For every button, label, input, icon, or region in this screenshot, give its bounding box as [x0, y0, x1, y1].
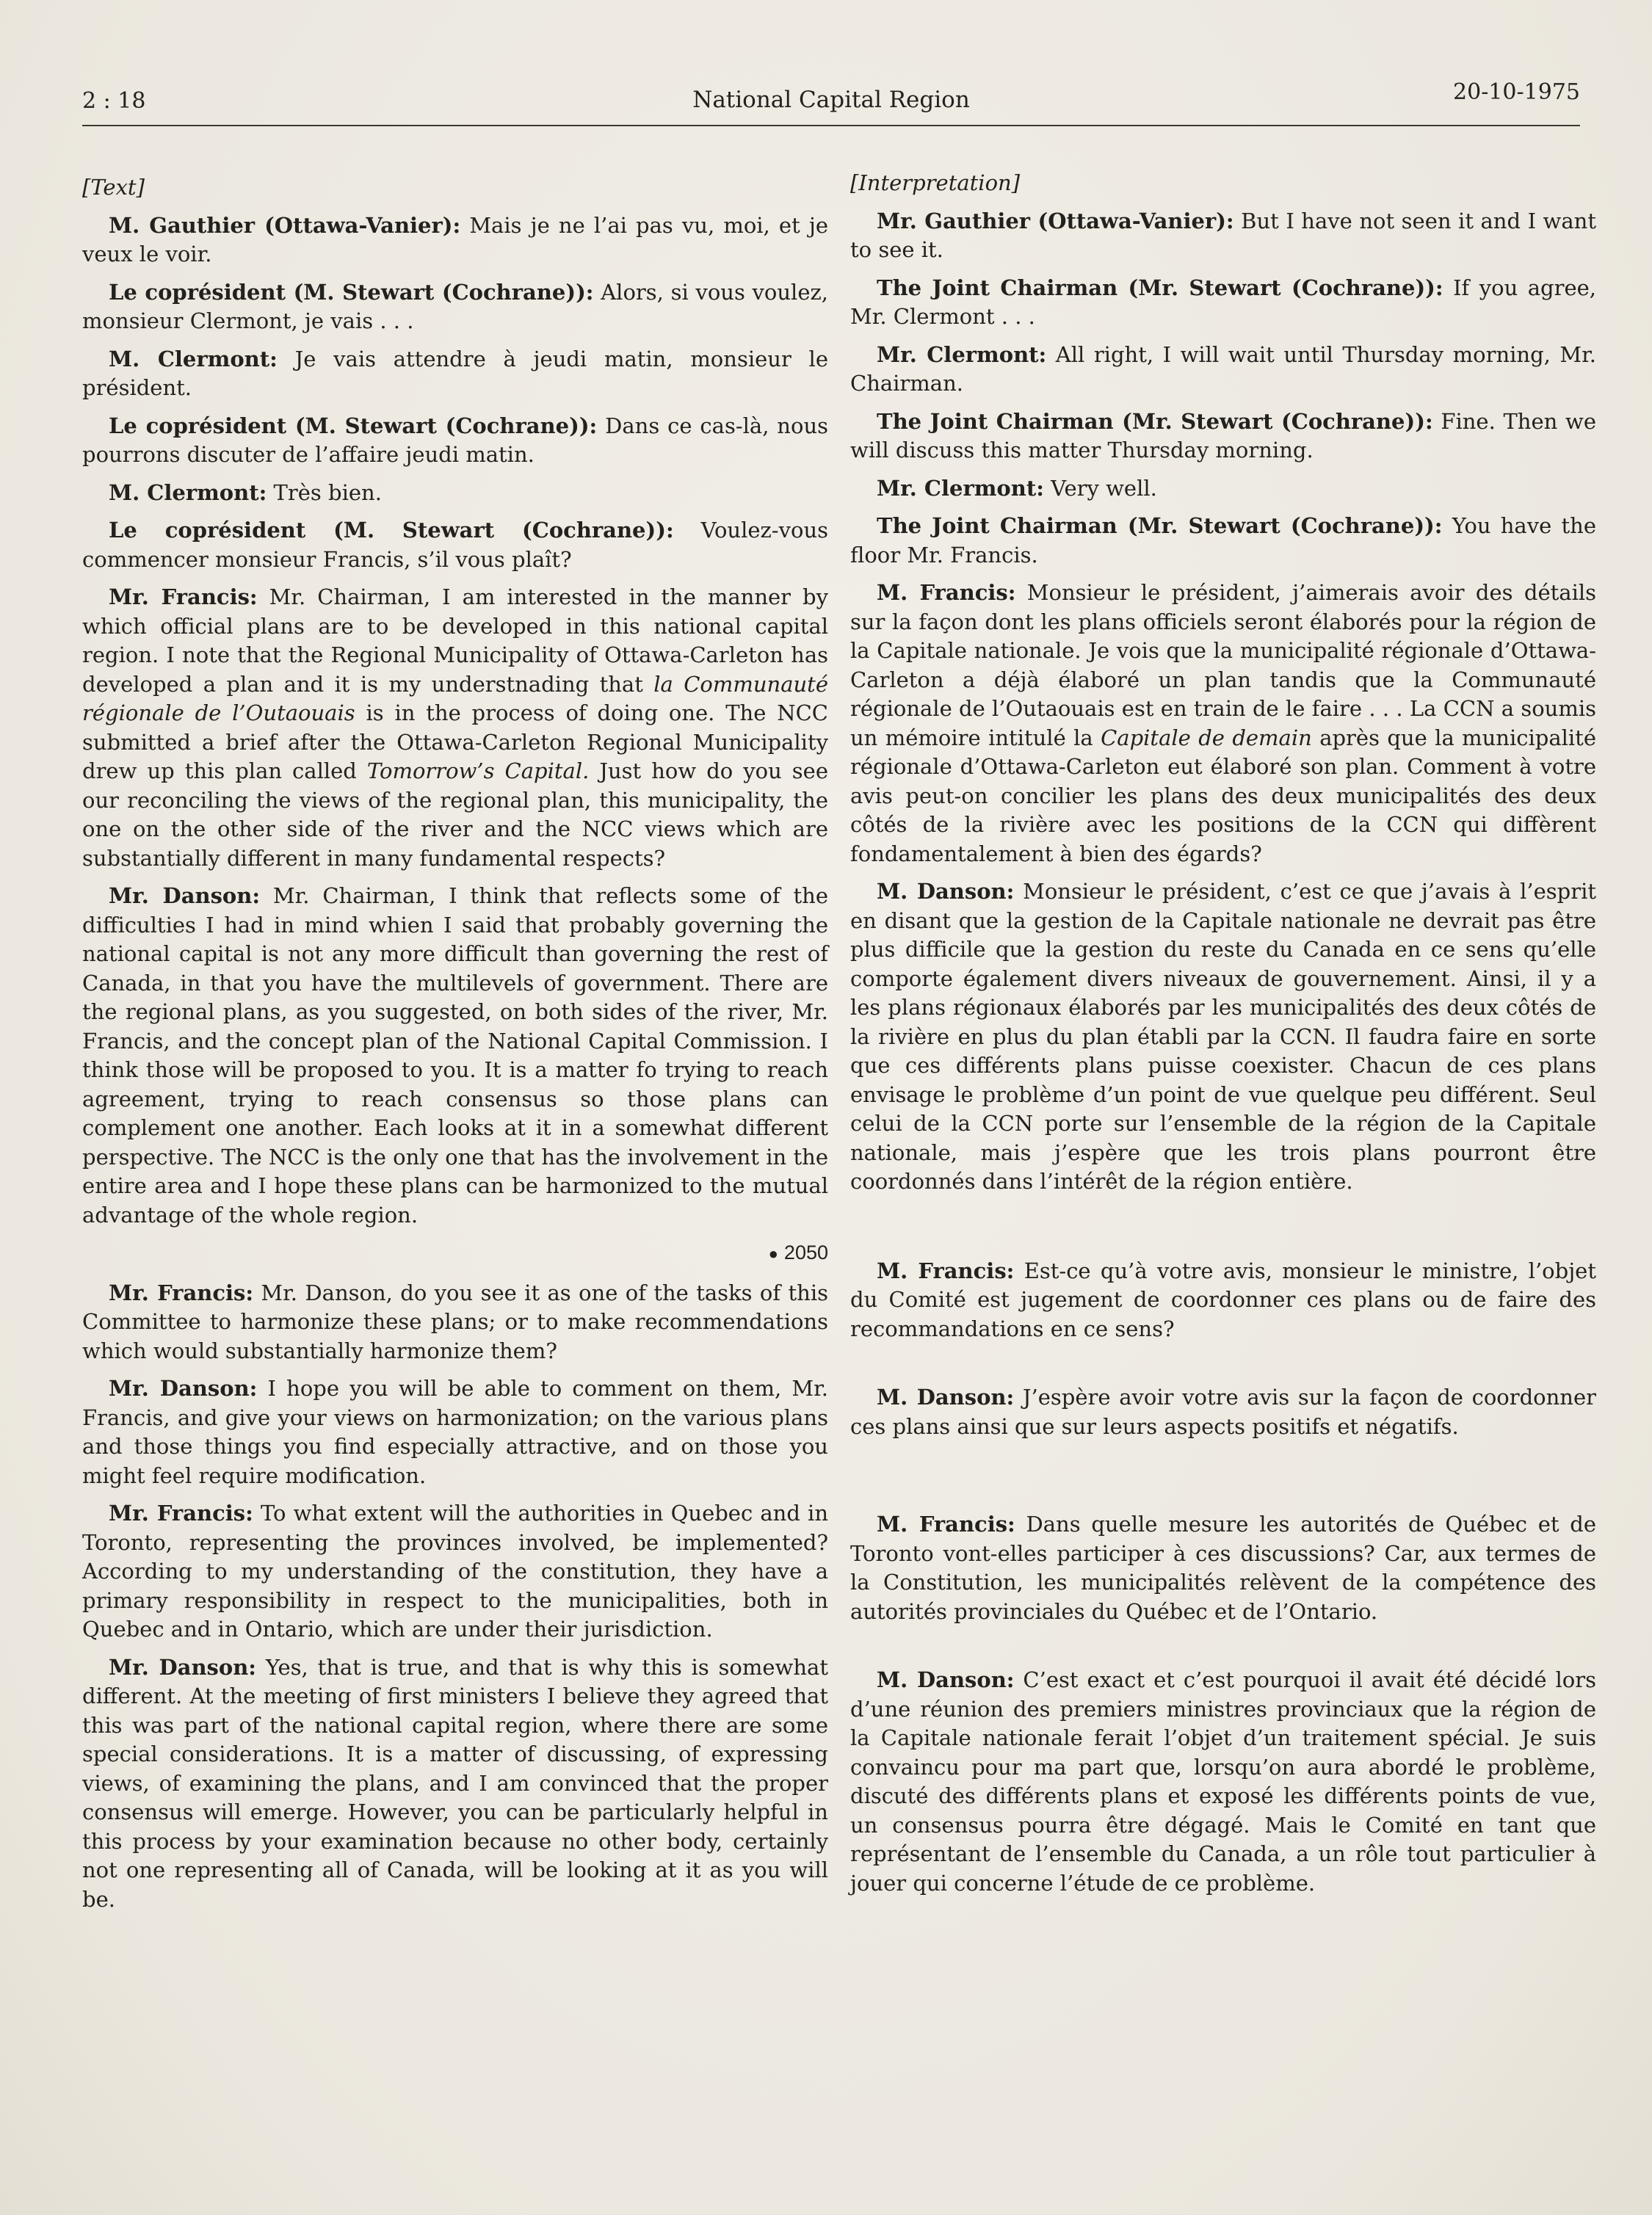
italic-title: Capitale de demain [1101, 725, 1312, 750]
speech-text: Mais je ne l’ai pas vu, moi, et je veux le voir. [82, 212, 829, 267]
speech-paragraph [850, 512, 1596, 570]
speaker-name: Mr. Danson: [109, 1376, 258, 1401]
speech-paragraph [82, 345, 828, 403]
speech-paragraph [82, 882, 828, 1230]
speaker-name: Mr. Danson: [109, 883, 261, 908]
column-spacer [850, 1206, 1596, 1257]
speaker-name: Le coprésident (M. Stewart (Cochrane)): [109, 279, 594, 305]
bullet-dot-icon: ● [768, 1244, 778, 1263]
speech-paragraph [850, 207, 1596, 265]
speech-text: But I have not seen it and I want to see it. [850, 208, 1596, 262]
speaker-name: The Joint Chairman (Mr. Stewart (Cochrane)): [877, 513, 1443, 538]
speech-text: Very well. [1043, 475, 1157, 501]
speech-paragraph [82, 278, 828, 336]
column-label: [Interpretation] [850, 170, 1021, 195]
speech-paragraph [82, 1499, 828, 1645]
speech-paragraph [850, 1510, 1596, 1626]
speech-paragraph [82, 479, 828, 508]
speech-paragraph [850, 407, 1596, 465]
speaker-name: Mr. Gauthier (Ottawa-Vanier): [877, 208, 1234, 233]
right-column-text [850, 169, 1596, 1907]
speaker-name: M. Clermont: [109, 479, 267, 505]
speaker-name: Mr. Clermont: [877, 475, 1044, 501]
time-marker [82, 1239, 828, 1269]
speech-paragraph [850, 474, 1596, 504]
speech-paragraph [850, 1666, 1596, 1898]
page-date: 20-10-1975 [1453, 79, 1580, 105]
speaker-name: Mr. Danson: [109, 1654, 257, 1680]
running-title: National Capital Region [692, 87, 970, 113]
speech-text: après que la municipalité régionale d’Ottawa-Carleton eut élaboré son plan. Comment à votre avis peut-on concilier les plans des deux municipalités des deux côtés de la rivière avec les positions de la CCN qui diffèrent fondamentalement à bien des égards? [850, 725, 1596, 866]
speaker-name: The Joint Chairman (Mr. Stewart (Cochrane)): [877, 408, 1433, 434]
speaker-name: Mr. Francis: [109, 584, 258, 609]
speech-text: Yes, that is true, and that is why this is somewhat different. At the meeting of first ministers I believe they agreed that this was part of the national capital region, where there are some special considerations. It is a matter of discussing, of expressing views, of examining the plans, and I am convinced that the proper consensus will emerge. However, you can be particularly helpful in this process by your examination because no other body, certainly not one representing all of Canada, will be looking at it as you will be. [82, 1654, 828, 1912]
speaker-name: The Joint Chairman (Mr. Stewart (Cochrane)): [877, 275, 1443, 300]
speech-text: Je vais attendre à jeudi matin, monsieur le président. [82, 346, 828, 400]
speaker-name: M. Francis: [877, 1258, 1015, 1283]
speaker-name: Mr. Francis: [109, 1501, 253, 1526]
speech-paragraph [850, 341, 1596, 399]
speech-text: To what extent will the authorities in Quebec and in Toronto, representing the provinces involved, be implemented? According to my understanding of the constitution, they have a primary responsibility in respect to the municipalities, both in Quebec and in Ontario, which are under their jurisdiction. [82, 1501, 828, 1642]
speech-text: Mr. Danson, do you see it as one of the tasks of this Committee to harmonize these plans; or to make recommendations which would substantially harmonize them? [82, 1280, 828, 1363]
speech-text: Voulez-vous commencer monsieur Francis, s’il vous plaît? [82, 518, 828, 572]
speaker-name: M. Francis: [877, 1512, 1015, 1537]
speaker-name: Mr. Francis: [109, 1280, 254, 1305]
column-label: [Text] [82, 175, 145, 200]
speech-paragraph [82, 1374, 828, 1490]
speech-text: Just how do you see our reconciling the views of the regional plan, this municipality, the one on the other side of the river and the NCC views which are substantially different in many fundamental respects? [82, 758, 829, 871]
speech-text: You have the floor Mr. Francis. [850, 513, 1596, 568]
speech-text: Dans ce cas-là, nous pourrons discuter de l’affaire jeudi matin. [82, 413, 828, 467]
speaker-name: Le coprésident (M. Stewart (Cochrane)): [109, 413, 598, 438]
page-header [82, 79, 1580, 126]
speech-paragraph [82, 1279, 828, 1366]
speaker-name: M. Francis: [877, 580, 1016, 605]
speaker-name: M. Gauthier (Ottawa-Vanier): [109, 212, 461, 238]
speech-paragraph [850, 274, 1596, 332]
column-spacer [850, 1450, 1596, 1510]
speech-text: Mr. Chairman, I am interested in the manner by which official plans are to be developed in this national capital region. I note that the Regional Municipality of Ottawa-Carleton has developed a plan and it is my understnading that [82, 584, 828, 697]
speech-paragraph [82, 516, 828, 574]
italic-title: Tomorrow’s Capital. [366, 758, 590, 783]
speech-text: Alors, si vous voulez, monsieur Clermont, je vais . . . [82, 279, 828, 333]
speech-text: Monsieur le président, c’est ce que j’avais à l’esprit en disant que la gestion de la Capitale nationale ne devrait pas être plus difficile que la gestion du reste du Canada en ce sens qu’elle comporte également divers niveaux de gouvernement. Ainsi, il y a les plans régionaux élaborés par les municipalités des deux côtés de la rivière en plus du plan établi par la CCN. Il faudra faire en sorte que ces différents plans puisse coexister. Chacun de ces plans envisage le problème d’un point de vue quelque peu différent. Seul celui de la CCN porte sur l’ensemble de la région de la Capitale nationale, mais j’espère que les trois plans pourront être coordonnés dans l’intérêt de la région entière. [850, 879, 1596, 1194]
speech-paragraph [82, 1653, 828, 1915]
italic-title: la Communauté régionale de l’Outaouais [82, 671, 828, 725]
speech-text: I hope you will be able to comment on them, Mr. Francis, and give your views on harmonization; on the various plans and those things you find especially attractive, and on those you might feel require modification. [82, 1376, 828, 1488]
column-spacer [850, 1635, 1596, 1666]
speech-text: J’espère avoir votre avis sur la façon de coordonner ces plans ainsi que sur leurs aspects positifs et négatifs. [850, 1385, 1597, 1439]
speaker-name: M. Danson: [877, 879, 1015, 904]
speaker-name: M. Danson: [877, 1667, 1015, 1692]
speaker-name: Mr. Clermont: [877, 341, 1047, 367]
speech-text: C’est exact et c’est pourquoi il avait été décidé lors d’une réunion des premiers ministres provinciaux que la région de la Capitale nationale ferait l’objet d’un traitement spécial. Je suis convaincu pour ma part que, lorsqu’on aura abordé le problème, discuté des différents plans et exposé les différents points de vue, un consensus pourra être dégagé. Mais le Comité en tant que représentant de l’ensemble du Canada, a un rôle tout particulier à jouer qui concerne l’étude de ce problème. [850, 1667, 1597, 1896]
speech-text: Est-ce qu’à votre avis, monsieur le ministre, l’objet du Comité est jugement de coordonner ces plans ou de faire des recommandations en ce sens? [850, 1258, 1596, 1341]
speech-paragraph [82, 211, 828, 269]
speech-text: All right, I will wait until Thursday morning, Mr. Chairman. [850, 341, 1596, 396]
speaker-name: Le coprésident (M. Stewart (Cochrane)): [109, 518, 674, 543]
speaker-name: M. Danson: [877, 1385, 1015, 1410]
speech-text: Très bien. [267, 479, 382, 505]
speech-text: is in the process of doing one. The NCC submitted a brief after the Ottawa-Carleton Regional Municipality drew up this plan called [82, 700, 828, 783]
speech-text: Fine. Then we will discuss this matter Thursday morning. [850, 408, 1596, 463]
speech-text: Dans quelle mesure les autorités de Québec et de Toronto vont-elles participer à ces discussions? Car, aux termes de la Constitution, les municipalités relèvent de la compétence des autorités provinciales du Québec et de l’Ontario. [850, 1512, 1597, 1624]
speech-text: Monsieur le président, j’aimerais avoir des détails sur la façon dont les plans officiels seront élaborés pour la région de la Capitale nationale. Je vois que la municipalité régionale d’Ottawa-Carleton a déjà élaboré un plan tandis que la Communauté régionale de l’Outaouais est en train de le faire . . . La CCN a soumis un mémoire intitulé la [850, 580, 1596, 750]
left-column-text [82, 173, 828, 1923]
time-marker-value: 2050 [783, 1241, 828, 1264]
page-folio: 2 : 18 [82, 88, 146, 114]
speech-paragraph [850, 579, 1596, 869]
speech-paragraph [82, 412, 828, 470]
speech-text: Mr. Chairman, I think that reflects some of the difficulties I had in mind whien I said that probably governing the national capital is not any more difficult than governing the rest of Canada, in that you have the multilevels of government. There are the regional plans, as you suggested, on both sides of the river, Mr. Francis, and the concept plan of the National Capital Commission. I think those will be proposed to you. It is a matter fo trying to reach agreement, trying to reach consensus so those plans can complement one another. Each looks at it in a somewhat different perspective. The NCC is the only one that has the involvement in the entire area and I hope these plans can be harmonized to the mutual advantage of the whole region. [82, 883, 828, 1228]
speaker-name: M. Clermont: [109, 346, 278, 371]
speech-paragraph [850, 1383, 1596, 1441]
speech-paragraph [850, 877, 1596, 1197]
speech-paragraph [850, 1257, 1596, 1344]
speech-paragraph [82, 583, 828, 873]
speech-text: If you agree, Mr. Clermont . . . [850, 275, 1596, 329]
column-spacer [850, 1352, 1596, 1383]
